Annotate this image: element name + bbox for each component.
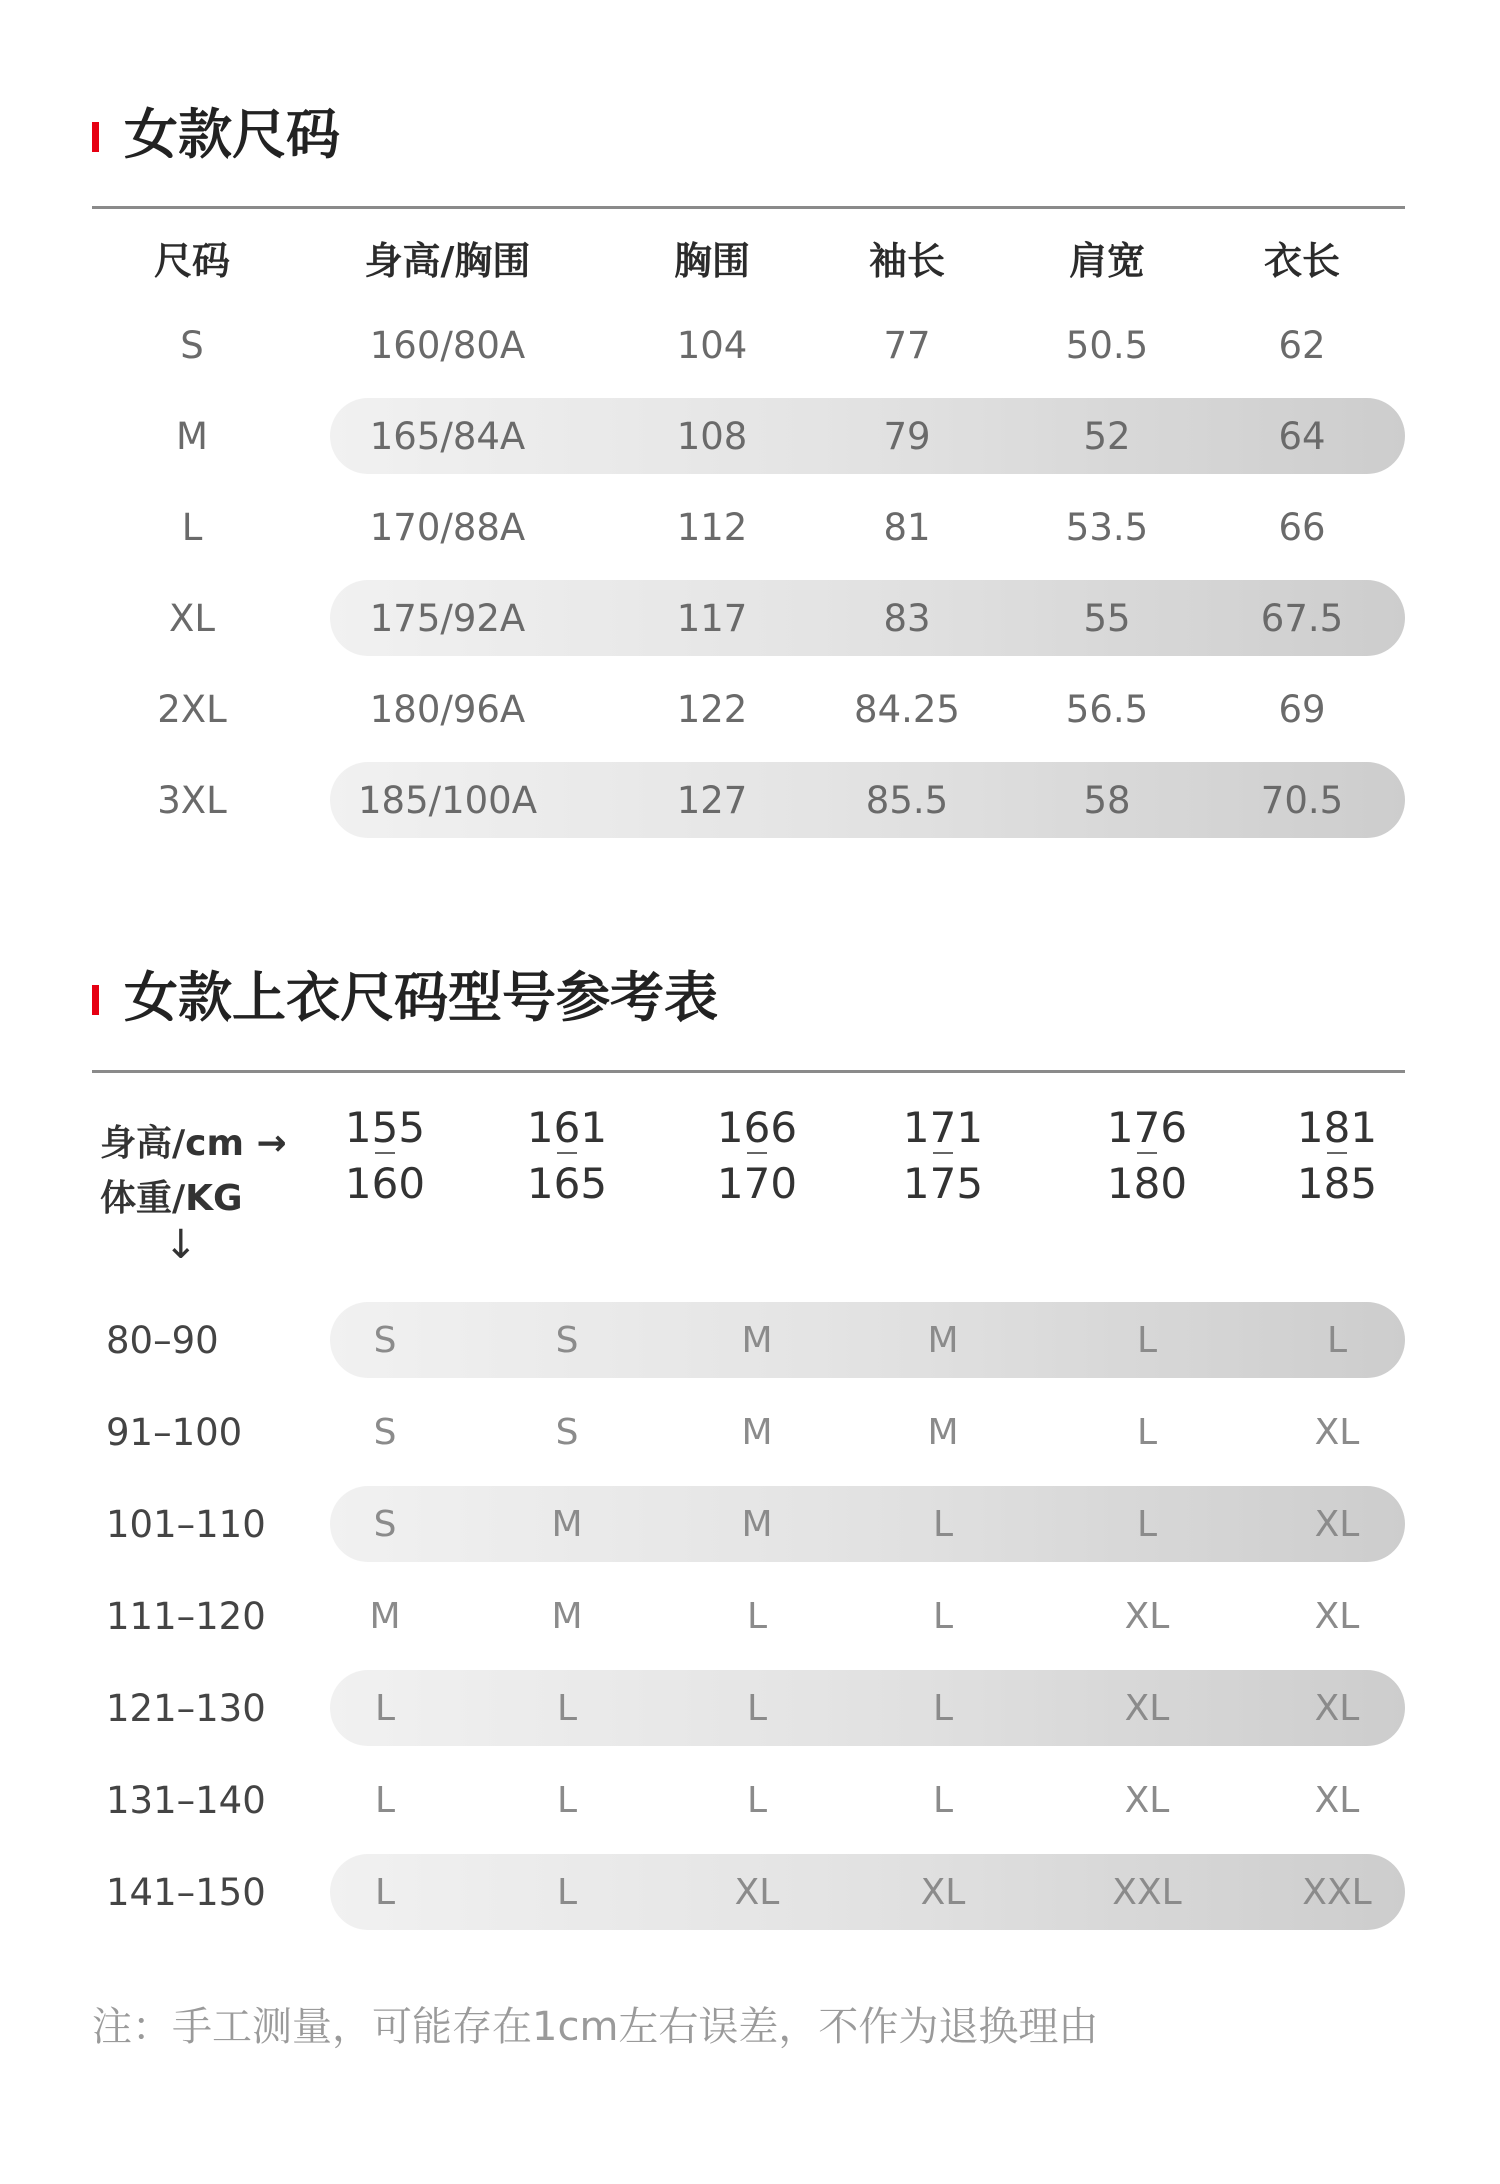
height-range-header bbox=[692, 1100, 822, 1240]
weight-range-label: 141–150 bbox=[106, 1870, 266, 1914]
size-cell: M bbox=[927, 1319, 959, 1361]
cell-sleeve: 77 bbox=[883, 323, 931, 367]
reference-row bbox=[92, 1394, 1405, 1470]
cell-size: L bbox=[181, 505, 203, 549]
size-cell: XL bbox=[1314, 1503, 1360, 1545]
size-cell: S bbox=[373, 1411, 397, 1453]
height-range-header bbox=[878, 1100, 1008, 1240]
reference-table-title: 女款上衣尺码型号参考表 bbox=[124, 966, 718, 1029]
cell-bust: 117 bbox=[676, 596, 748, 640]
cell-bust: 104 bbox=[676, 323, 748, 367]
cell-shoulder: 56.5 bbox=[1065, 687, 1149, 731]
size-cell: XL bbox=[734, 1871, 780, 1913]
size-cell: L bbox=[1326, 1319, 1348, 1361]
size-cell: L bbox=[374, 1779, 396, 1821]
cell-size: 3XL bbox=[157, 778, 227, 822]
height-range-start: 181 bbox=[1297, 1100, 1377, 1156]
row-highlight bbox=[330, 1670, 1405, 1746]
cell-shoulder: 55 bbox=[1083, 596, 1131, 640]
title-accent-bar bbox=[92, 985, 99, 1015]
size-cell: L bbox=[556, 1779, 578, 1821]
size-cell: M bbox=[927, 1411, 959, 1453]
row-highlight bbox=[330, 1486, 1405, 1562]
size-cell: L bbox=[932, 1503, 954, 1545]
cell-size: XL bbox=[169, 596, 215, 640]
cell-height-bust: 160/80A bbox=[369, 323, 526, 367]
size-cell: XL bbox=[1124, 1595, 1170, 1637]
size-cell: XL bbox=[1314, 1411, 1360, 1453]
size-cell: L bbox=[932, 1595, 954, 1637]
height-range-start: 171 bbox=[903, 1100, 983, 1156]
size-chart-table bbox=[92, 222, 1405, 838]
size-cell: M bbox=[741, 1319, 773, 1361]
cell-shoulder: 58 bbox=[1083, 778, 1131, 822]
size-cell: M bbox=[551, 1503, 583, 1545]
cell-size: M bbox=[176, 414, 208, 458]
cell-sleeve: 84.25 bbox=[854, 687, 960, 731]
cell-length: 69 bbox=[1278, 687, 1326, 731]
height-range-end: 175 bbox=[902, 1159, 984, 1208]
size-cell: S bbox=[373, 1503, 397, 1545]
height-range-start: 176 bbox=[1107, 1100, 1187, 1156]
size-chart-row bbox=[92, 398, 1405, 474]
cell-shoulder: 50.5 bbox=[1065, 323, 1149, 367]
size-cell: XXL bbox=[1302, 1871, 1372, 1913]
weight-axis-label: 体重/KG bbox=[100, 1178, 243, 1219]
size-cell: M bbox=[741, 1503, 773, 1545]
weight-range-label: 121–130 bbox=[106, 1686, 266, 1730]
height-range-start: 166 bbox=[717, 1100, 797, 1156]
size-cell: L bbox=[556, 1687, 578, 1729]
header-sleeve: 袖长 bbox=[868, 238, 945, 283]
header-shoulder: 肩宽 bbox=[1068, 238, 1145, 283]
size-cell: XL bbox=[1314, 1687, 1360, 1729]
cell-shoulder: 53.5 bbox=[1065, 505, 1149, 549]
cell-sleeve: 83 bbox=[883, 596, 931, 640]
divider bbox=[92, 1070, 1405, 1073]
size-cell: S bbox=[555, 1319, 579, 1361]
size-chart-row bbox=[92, 762, 1405, 838]
size-chart-header-row bbox=[92, 222, 1405, 292]
row-highlight bbox=[330, 1302, 1405, 1378]
reference-row bbox=[92, 1854, 1405, 1930]
size-cell: L bbox=[1136, 1411, 1158, 1453]
divider bbox=[92, 206, 1405, 209]
size-cell: L bbox=[556, 1871, 578, 1913]
height-range-start: 161 bbox=[527, 1100, 607, 1156]
height-range-start: 155 bbox=[345, 1100, 425, 1156]
reference-row bbox=[92, 1578, 1405, 1654]
header-bust: 胸围 bbox=[673, 238, 750, 283]
cell-sleeve: 79 bbox=[883, 414, 931, 458]
cell-bust: 127 bbox=[676, 778, 748, 822]
height-axis-label: 身高/cm → bbox=[100, 1123, 287, 1164]
height-range-header bbox=[512, 1100, 622, 1240]
weight-range-label: 101–110 bbox=[106, 1502, 266, 1546]
cell-height-bust: 180/96A bbox=[369, 687, 526, 731]
cell-length: 64 bbox=[1278, 414, 1326, 458]
height-range-end: 180 bbox=[1106, 1159, 1188, 1208]
height-range-header bbox=[1272, 1100, 1402, 1240]
cell-size: S bbox=[180, 323, 204, 367]
height-header-row bbox=[92, 1100, 1405, 1240]
height-range-end: 160 bbox=[344, 1159, 426, 1208]
cell-sleeve: 85.5 bbox=[865, 778, 949, 822]
cell-length: 62 bbox=[1278, 323, 1326, 367]
size-cell: L bbox=[746, 1687, 768, 1729]
size-cell: XL bbox=[1124, 1779, 1170, 1821]
size-chart-title: 女款尺码 bbox=[124, 103, 340, 166]
size-cell: XL bbox=[1314, 1595, 1360, 1637]
header-length: 衣长 bbox=[1263, 238, 1340, 283]
size-cell: S bbox=[555, 1411, 579, 1453]
reference-table bbox=[92, 1100, 1405, 1930]
cell-bust: 122 bbox=[676, 687, 748, 731]
size-chart-row bbox=[92, 489, 1405, 565]
size-cell: L bbox=[374, 1687, 396, 1729]
size-cell: L bbox=[746, 1595, 768, 1637]
reference-row bbox=[92, 1670, 1405, 1746]
cell-height-bust: 175/92A bbox=[369, 596, 526, 640]
header-height-bust: 身高/胸围 bbox=[364, 238, 531, 283]
height-range-header bbox=[1082, 1100, 1212, 1240]
header-size: 尺码 bbox=[153, 238, 230, 283]
cell-height-bust: 185/100A bbox=[357, 778, 538, 822]
size-chart-row bbox=[92, 307, 1405, 383]
reference-row bbox=[92, 1762, 1405, 1838]
cell-length: 67.5 bbox=[1260, 596, 1344, 640]
height-range-end: 185 bbox=[1296, 1159, 1378, 1208]
size-cell: S bbox=[373, 1319, 397, 1361]
size-cell: L bbox=[1136, 1319, 1158, 1361]
height-range-end: 165 bbox=[526, 1159, 608, 1208]
size-cell: XL bbox=[1314, 1779, 1360, 1821]
size-cell: XXL bbox=[1112, 1871, 1182, 1913]
size-cell: L bbox=[374, 1871, 396, 1913]
size-cell: XL bbox=[1124, 1687, 1170, 1729]
size-cell: M bbox=[551, 1595, 583, 1637]
weight-range-label: 80–90 bbox=[106, 1318, 219, 1362]
measurement-note: 注：手工测量，可能存在1cm左右误差，不作为退换理由 bbox=[92, 2004, 1099, 2050]
size-chart-row bbox=[92, 580, 1405, 656]
row-highlight bbox=[330, 1854, 1405, 1930]
cell-length: 70.5 bbox=[1260, 778, 1344, 822]
cell-length: 66 bbox=[1278, 505, 1326, 549]
size-cell: L bbox=[932, 1687, 954, 1729]
cell-size: 2XL bbox=[157, 687, 227, 731]
cell-bust: 112 bbox=[676, 505, 748, 549]
cell-shoulder: 52 bbox=[1083, 414, 1131, 458]
size-cell: L bbox=[932, 1779, 954, 1821]
size-cell: L bbox=[1136, 1503, 1158, 1545]
cell-sleeve: 81 bbox=[883, 505, 931, 549]
cell-height-bust: 170/88A bbox=[369, 505, 526, 549]
reference-row bbox=[92, 1486, 1405, 1562]
height-range-end: 170 bbox=[716, 1159, 798, 1208]
cell-height-bust: 165/84A bbox=[369, 414, 526, 458]
height-range-header bbox=[330, 1100, 440, 1240]
down-arrow-icon: ↓ bbox=[164, 1222, 198, 1268]
size-cell: XL bbox=[920, 1871, 966, 1913]
size-cell: M bbox=[369, 1595, 401, 1637]
weight-range-label: 111–120 bbox=[106, 1594, 266, 1638]
size-chart-row bbox=[92, 671, 1405, 747]
title-accent-bar bbox=[92, 122, 99, 152]
reference-row bbox=[92, 1302, 1405, 1378]
weight-range-label: 131–140 bbox=[106, 1778, 266, 1822]
size-cell: L bbox=[746, 1779, 768, 1821]
cell-bust: 108 bbox=[676, 414, 748, 458]
size-cell: M bbox=[741, 1411, 773, 1453]
weight-range-label: 91–100 bbox=[106, 1410, 243, 1454]
